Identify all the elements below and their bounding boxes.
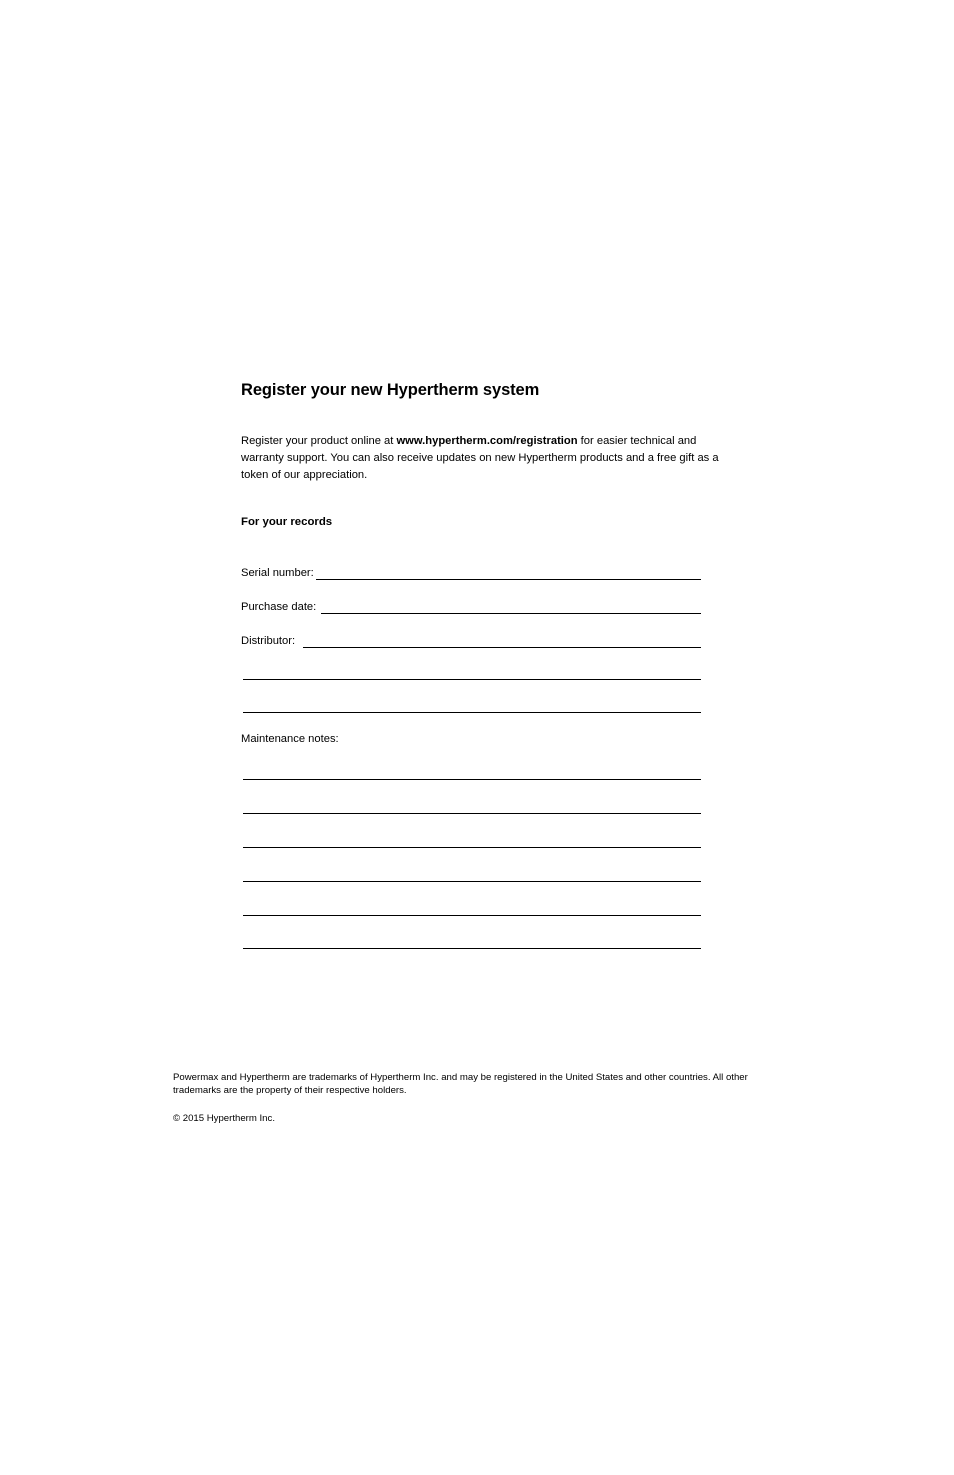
purchase-date-field[interactable]	[241, 596, 701, 614]
serial-number-line[interactable]	[316, 566, 701, 580]
page-title: Register your new Hypertherm system	[241, 381, 540, 399]
trademark-notice: Powermax and Hypertherm are trademarks of Hypertherm Inc. and may be registered in the United States and other countries. All other trademarks are the property of their respective holders.	[173, 1072, 748, 1096]
maintenance-note-line[interactable]	[243, 915, 701, 916]
serial-number-field[interactable]	[241, 562, 701, 580]
distributor-field[interactable]	[241, 630, 701, 648]
records-heading: For your records	[241, 516, 333, 528]
maintenance-note-line[interactable]	[243, 847, 701, 848]
purchase-date-line[interactable]	[321, 600, 701, 614]
distributor-label: Distributor:	[241, 635, 302, 647]
registration-url[interactable]: www.hypertherm.com/registration	[396, 435, 578, 447]
intro-text-start: Register your product online at	[241, 435, 397, 447]
distributor-extra-line[interactable]	[243, 679, 701, 680]
maintenance-notes-label: Maintenance notes:	[241, 733, 339, 745]
serial-number-label: Serial number:	[241, 567, 314, 579]
maintenance-note-line[interactable]	[243, 881, 701, 882]
intro-paragraph	[241, 433, 721, 484]
intro-text-end: for easier technical and warranty support. You can also receive updates on new Hypertherm products and a free gift as a token of our appreciation.	[241, 435, 719, 481]
purchase-date-label: Purchase date:	[241, 601, 320, 613]
distributor-line[interactable]	[303, 634, 701, 648]
distributor-extra-line[interactable]	[243, 712, 701, 713]
copyright-notice: © 2015 Hypertherm Inc.	[173, 1113, 275, 1124]
maintenance-note-line[interactable]	[243, 779, 701, 780]
maintenance-note-line[interactable]	[243, 813, 701, 814]
maintenance-note-line[interactable]	[243, 948, 701, 949]
